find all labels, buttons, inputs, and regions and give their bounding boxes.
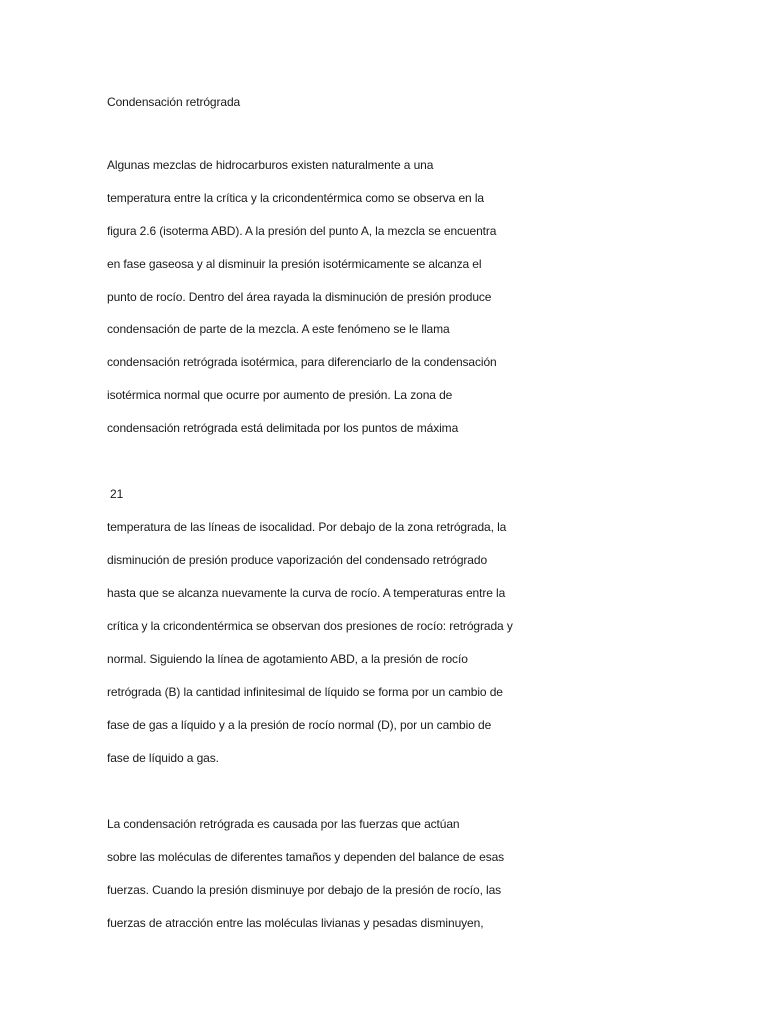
paragraph-2-line-5: normal. Siguiendo la línea de agotamiento ABD, a la presión de rocío — [107, 652, 468, 666]
paragraph-2-line-3: hasta que se alcanza nuevamente la curva de rocío. A temperaturas entre la — [107, 586, 506, 600]
paragraph-2-line-1: temperatura de las líneas de isocalidad. Por debajo de la zona retrógrada, la — [107, 520, 507, 534]
paragraph-3-line-4: fuerzas de atracción entre las moléculas livianas y pesadas disminuyen, — [107, 916, 484, 930]
paragraph-2-line-2: disminución de presión produce vaporización del condensado retrógrado — [107, 553, 488, 567]
paragraph-3-line-2: sobre las moléculas de diferentes tamaños y dependen del balance de esas — [107, 850, 505, 864]
paragraph-2-line-6: retrógrada (B) la cantidad infinitesimal de líquido se forma por un cambio de — [107, 685, 503, 699]
paragraph-1-line-1: Algunas mezclas de hidrocarburos existen naturalmente a una — [107, 158, 434, 172]
paragraph-2-line-7: fase de gas a líquido y a la presión de rocío normal (D), por un cambio de — [107, 718, 492, 732]
paragraph-2-line-8: fase de líquido a gas. — [107, 751, 219, 765]
paragraph-1-line-7: condensación retrógrada isotérmica, para diferenciarlo de la condensación — [107, 355, 497, 369]
paragraph-1-line-3: figura 2.6 (isoterma ABD). A la presión del punto A, la mezcla se encuentra — [107, 224, 497, 238]
paragraph-1-line-8: isotérmica normal que ocurre por aumento de presión. La zona de — [107, 388, 453, 402]
paragraph-1-line-9: condensación retrógrada está delimitada por los puntos de máxima — [107, 421, 459, 435]
paragraph-1-line-4: en fase gaseosa y al disminuir la presión isotérmicamente se alcanza el — [107, 257, 482, 271]
paragraph-1-line-5: punto de rocío. Dentro del área rayada la disminución de presión produce — [107, 290, 492, 304]
paragraph-1-line-6: condensación de parte de la mezcla. A este fenómeno se le llama — [107, 322, 450, 336]
paragraph-3-line-1: La condensación retrógrada es causada por las fuerzas que actúan — [107, 817, 460, 831]
paragraph-3-line-3: fuerzas. Cuando la presión disminuye por debajo de la presión de rocío, las — [107, 883, 502, 897]
page-number: 21 — [110, 487, 124, 501]
document-title: Condensación retrógrada — [107, 95, 241, 109]
paragraph-2-line-4: crítica y la cricondentérmica se observan dos presiones de rocío: retrógrada y — [107, 619, 513, 633]
paragraph-1-line-2: temperatura entre la crítica y la cricondentérmica como se observa en la — [107, 191, 484, 205]
